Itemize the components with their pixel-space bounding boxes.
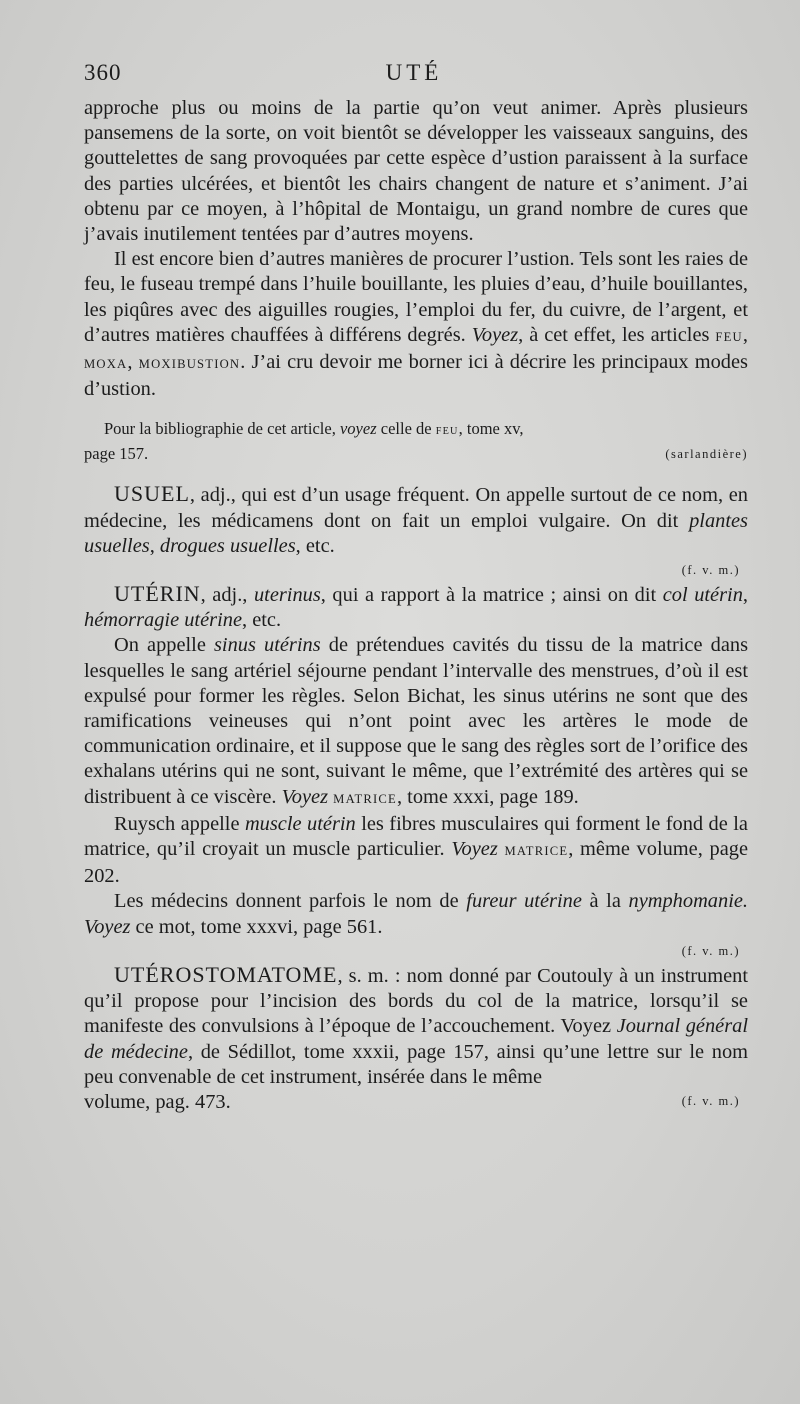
bibliography-note: Pour la bibliographie de cet article, voyez celle de FEU, tome xv, [104,419,524,439]
author-signature: (f. v. m.) [681,943,740,958]
paragraph-fureur-uterine: Les médecins donnent parfois le nom de fureur utérine à la nymphomanie. Voyez ce mot, tome xxxvi, page 561. [84,890,749,938]
last-line: volume, pag. 473. (f. v. m.) [84,1090,748,1115]
entry-heading: UTÉROSTOMATOME [114,961,338,987]
author-signature: (f. v. m.) [681,563,740,578]
paragraph-sinus-uterins: On appelle sinus utérins de prétendues cavités du tissu de la matrice dans lesquelles le sang artériel séjourne pendant l’intervalle des menstrues, d’où il est expulsé pour former les règles. Selon Bichat, les sinus utérins ne sont que des ramifications veineuses qui n’ont point avec les artères le mode de communication ordinaire, et il suppose que le sang des règles sort de l’orifice des exhalans utérins qui ne sont, suivant le même, que l’extrémité des artères qui se distribuent à ce viscère. Voyez MATRICE, tome xxxi, page 189. [84,634,748,808]
entry-uterin: UTÉRIN, adj., uterinus, qui a rapport à la matrice ; ainsi on dit col utérin, hémorragie utérine, etc. [84,581,749,632]
entry-heading: USUEL [114,481,190,507]
entry-uterostomatome: UTÉROSTOMATOME, s. m. : nom donné par Coutouly à un instrument qu’il propose pour l’incision des bords du col de la matrice, lorsqu’il se manifeste des convulsions à l’époque de l’accouchement. Voyez Journal général de médecine, de Sédillot, tome xxxii, page 157, ainsi qu’une lettre sur le nom peu convenable de cet instrument, insérée dans le même [84,961,749,1088]
bibliography-signature-row: page 157. (sarlandière) [84,444,748,464]
author-signature: (f. v. m.) [681,1093,740,1108]
page-header [84,60,744,94]
page-number: 360 [84,60,122,85]
cross-ref-feu: FEU [715,329,743,344]
paragraph-ruysch: Ruysch appelle muscle utérin les fibres musculaires qui forment le fond de la matrice, qu’il croyait un muscle particulier. Voyez MATRICE, même volume, page 202. [84,812,748,888]
paragraph-ustion-end: approche plus ou moins de la partie qu’on veut animer. Après plusieurs pansemens de la sorte, on voit bientôt se développer les vaisseaux sanguins, des gouttelettes de sang provoquées par cette espèce d’ustion paraissent à la surface des parties ulcérées, et bientôt les chairs changent de nature et s’animent. J’ai obtenu par ce moyen, à l’hôpital de Montaigu, un grand nombre de cures que j’avais inutilement tentées par d’autres moyens. [84,97,748,246]
paragraph-ustion-methods: Il est encore bien d’autres manières de procurer l’ustion. Tels sont les raies de feu, le fuseau trempé dans l’huile bouillante, les pluies d’eau, d’huile bouillantes, les piqûres avec des aiguilles rougies, l’emploi du fer, du cuivre, de l’argent, et d’autres matières chauffées à différens degrés. Voyez, à cet effet, les articles FEU, MOXA, MOXIBUSTION. J’ai cru devoir me borner ici à décrire les principaux modes d’ustion. [84,248,748,401]
cross-ref-moxibustion: MOXIBUSTION [138,357,241,372]
author-signature: (sarlandière) [665,447,748,462]
page-body [84,96,748,1115]
entry-heading: UTÉRIN [114,581,201,607]
entry-usuel: USUEL, adj., qui est d’un usage fréquent. On appelle surtout de ce nom, en médecine, les médicamens dont on fait un emploi vulgaire. On dit plantes usuelles, drogues usuelles, etc. [84,481,748,557]
cross-ref-moxa: MOXA [84,357,128,372]
running-head: UTÉ [385,60,443,85]
